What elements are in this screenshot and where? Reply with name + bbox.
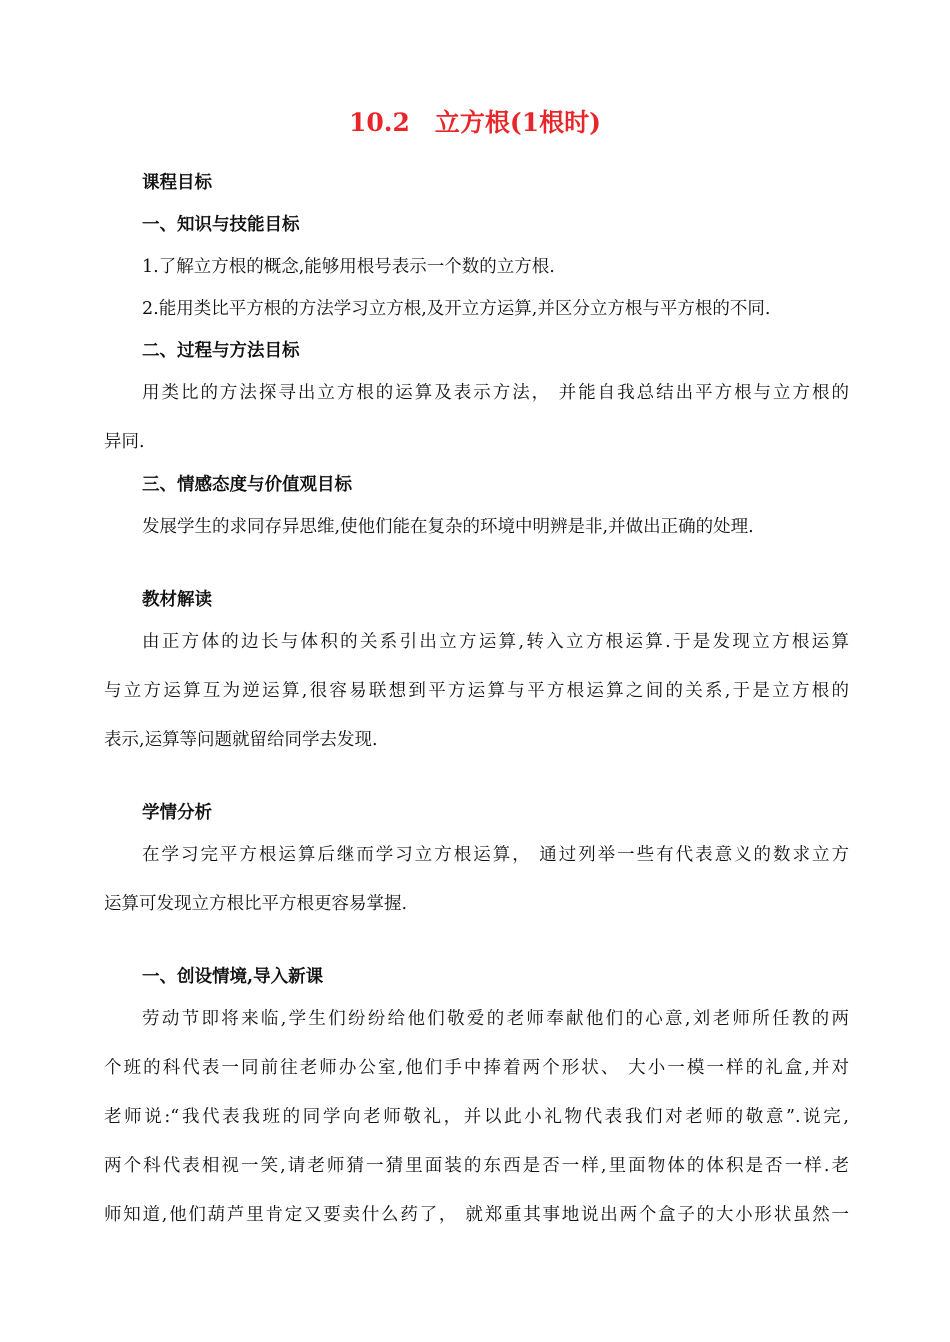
textbook-paragraph-line: 与立方运算互为逆运算,很容易联想到平方运算与平方根运算之间的关系,于是立方根的	[104, 681, 849, 701]
process-paragraph-line: 用类比的方法探寻出立方根的运算及表示方法， 并能自我总结出平方根与立方根的	[142, 383, 849, 403]
subheading-knowledge: 一、知识与技能目标	[142, 215, 300, 235]
knowledge-item-1: 1.了解立方根的概念,能够用根号表示一个数的立方根.	[142, 257, 555, 277]
lesson-title: 10.2 立方根(1根时)	[349, 108, 601, 137]
knowledge-item-2: 2.能用类比平方根的方法学习立方根,及开立方运算,并区分立方根与平方根的不同.	[142, 299, 771, 319]
intro-paragraph-line: 劳动节即将来临,学生们纷纷给他们敬爱的老师奉献他们的心意,刘老师所任教的两	[142, 1009, 849, 1029]
analysis-paragraph-line: 运算可发现立方根比平方根更容易掌握.	[104, 894, 408, 914]
intro-paragraph-line: 师知道,他们葫芦里肯定又要卖什么药了， 就郑重其事地说出两个盒子的大小形状虽然一	[104, 1205, 849, 1225]
subheading-process: 二、过程与方法目标	[142, 341, 300, 361]
analysis-paragraph-line: 在学习完平方根运算后继而学习立方根运算， 通过列举一些有代表意义的数求立方	[142, 845, 849, 865]
subheading-emotion: 三、情感态度与价值观目标	[142, 475, 352, 495]
process-paragraph-line: 异同.	[104, 432, 145, 452]
intro-paragraph-line: 老师说:“我代表我班的同学向老师敬礼，并以此小礼物代表我们对老师的敬意”.说完,	[104, 1107, 849, 1127]
section-heading-textbook: 教材解读	[142, 590, 212, 610]
emotion-paragraph-line: 发展学生的求同存异思维,使他们能在复杂的环境中明辨是非,并做出正确的处理.	[142, 517, 754, 537]
section-heading-analysis: 学情分析	[142, 803, 212, 823]
textbook-paragraph-line: 表示,运算等问题就留给同学去发现.	[104, 730, 378, 750]
section-heading-goals: 课程目标	[142, 173, 212, 193]
textbook-paragraph-line: 由正方体的边长与体积的关系引出立方运算,转入立方根运算.于是发现立方根运算	[142, 632, 849, 652]
section-heading-intro: 一、创设情境,导入新课	[142, 967, 324, 987]
intro-paragraph-line: 个班的科代表一同前往老师办公室,他们手中捧着两个形状、 大小一模一样的礼盒,并对	[104, 1058, 849, 1078]
intro-paragraph-line: 两个科代表相视一笑,请老师猜一猜里面装的东西是否一样,里面物体的体积是否一样.老	[104, 1156, 849, 1176]
